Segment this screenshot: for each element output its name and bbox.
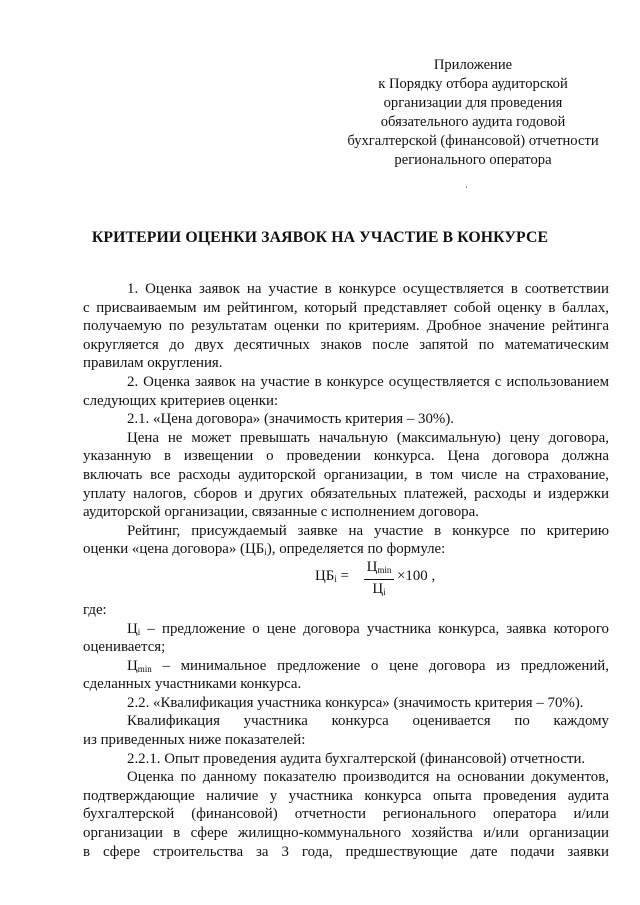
formula-denominator: $Ц_i$ — [372, 580, 386, 597]
formula-rhs: ×100 , — [397, 567, 436, 584]
text-line: правилам округления. — [83, 355, 223, 372]
text-line: $Ц_{min}$ – минимальное предложение о цене договора из предложений, — [127, 657, 609, 674]
text-line: где: — [83, 601, 107, 618]
text-line: оценки «цена договора» $(ЦБ_i)$, определяется по формуле: — [83, 541, 446, 558]
text-line: 2.2. «Квалификация участника конкурса» (значимость критерия – 70%). — [127, 694, 584, 711]
document-title: КРИТЕРИИ ОЦЕНКИ ЗАЯВОК НА УЧАСТИЕ В КОНКУРСЕ — [91, 229, 549, 246]
text-line: Оценка по данному показателю производится на основании документов, — [127, 769, 609, 786]
text-line: оценивается; — [83, 639, 166, 656]
text-line: сделанных участниками конкурса. — [83, 676, 302, 693]
appendix-line: регионального оператора — [394, 152, 552, 168]
formula-fraction — [364, 559, 394, 602]
text-line: включать все расходы аудиторской организации, в том числе на страхование, — [83, 466, 609, 483]
text-line: указанную в извещении о проведении конкурса. Цена договора должна — [83, 448, 609, 465]
formula-numerator: $Ц_{min}$ — [364, 559, 394, 580]
text-line: 2.1. «Цена договора» (значимость критерия – 30%). — [127, 411, 455, 428]
appendix-line: Приложение — [433, 57, 513, 73]
appendix-line: обязательного аудита годовой — [380, 114, 566, 130]
text-line: получаемую по результатам оценки по критериям. Дробное значение рейтинга — [83, 318, 609, 335]
appendix-line: к Порядку отбора аудиторской — [378, 76, 568, 92]
text-line: Цена не может превышать начальную (максимальную) цену договора, — [127, 429, 609, 446]
text-line: 1. Оценка заявок на участие в конкурсе осуществляется в соответствии — [127, 281, 609, 297]
text-line: организации в сфере жилищно-коммунального хозяйства и/или организации — [83, 825, 609, 842]
appendix-line: бухгалтерской (финансовой) отчетности — [347, 133, 599, 149]
document-body — [83, 280, 609, 861]
appendix-line: организации для проведения — [383, 95, 563, 111]
text-line: округляется до двух десятичных знаков после запятой по математическим — [83, 336, 609, 353]
scan-speck — [466, 186, 467, 188]
text-line: подтверждающие наличие у участника конкурса опыта проведения аудита — [83, 787, 609, 804]
text-line: уплату налогов, сборов и других обязательных платежей, расходы и издержки — [83, 485, 609, 502]
formula — [83, 559, 609, 601]
text-line: из приведенных ниже показателей: — [83, 732, 306, 749]
text-line: бухгалтерской (финансовой) отчетности регионального оператора и/или — [83, 806, 609, 823]
text-line: аудиторской организации, связанные с исполнением договора. — [83, 504, 479, 521]
text-line: Рейтинг, присуждаемый заявке на участие в конкурсе по критерию — [127, 522, 609, 539]
text-line: следующих критериев оценки: — [83, 392, 279, 409]
text-line: Квалификация участника конкурса оценивается по каждому — [127, 713, 609, 730]
appendix-header — [318, 56, 628, 170]
text-line: 2. Оценка заявок на участие в конкурсе осуществляется с использованием — [127, 373, 609, 390]
text-line: в сфере строительства за 3 года, предшествующие дате подачи заявки — [83, 843, 609, 860]
formula-lhs: $ЦБ_i$ = — [315, 567, 349, 584]
text-block-before-formula — [83, 280, 609, 559]
text-line: $Ц_i$ – предложение о цене договора участника конкурса, заявка которого — [127, 620, 609, 637]
text-line: 2.2.1. Опыт проведения аудита бухгалтерской (финансовой) отчетности. — [127, 750, 586, 767]
text-line: с присваиваемым им рейтингом, который представляет собой оценку в баллах, — [83, 299, 609, 316]
text-block-after-formula — [83, 601, 609, 861]
